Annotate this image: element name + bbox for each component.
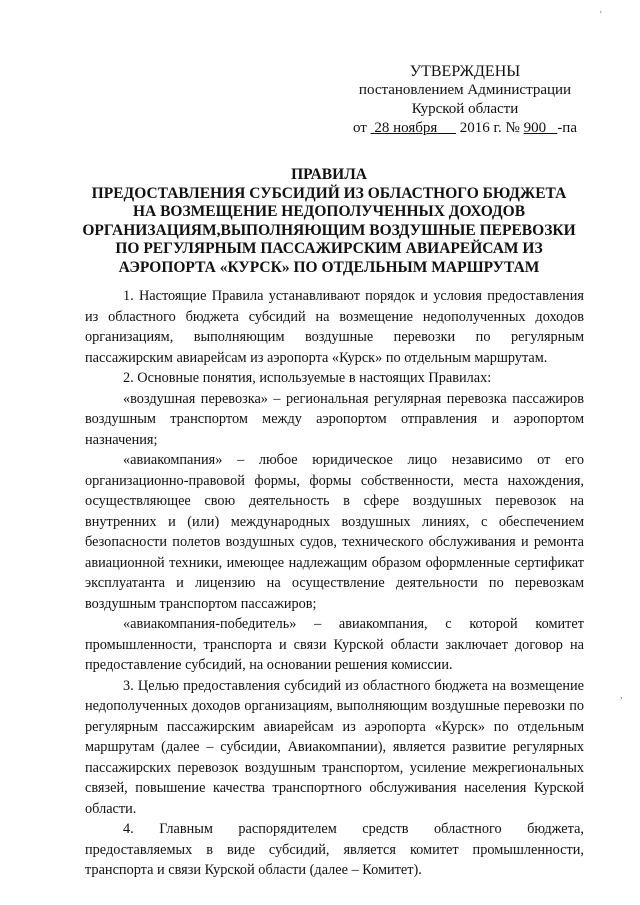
date-day-month: 28 ноября: [374, 120, 438, 136]
definition-airline: «авиакомпания» – любое юридическое лицо независимо от его организационно-правовой формы, формы собственности, места нахождения, осуществляющее свою деятельность в сфере воздушных перевозок на внутренних и (или) международных воздушных линиях, с обеспечением безопасности полетов воздушных судов, технического обслуживания и ремонта авиационной техники, имеющее надлежащим образом оформленные сертификат эксплуатанта и лицензию на осуществление деятельности по перевозкам воздушным транспортом пассажиров;: [85, 452, 584, 612]
definition-air-transport: «воздушная перевозка» – региональная регулярная перевозка пассажиров воздушным транспортом между аэропортом отправления и аэропортом назначения;: [85, 390, 584, 448]
date-year: 2016 г. №: [459, 120, 520, 136]
title-line: ПО РЕГУЛЯРНЫМ ПАССАЖИРСКИМ АВИАРЕЙСАМ ИЗ: [115, 240, 543, 257]
title-line: ПРЕДОСТАВЛЕНИЯ СУБСИДИЙ ИЗ ОБЛАСТНОГО БЮДЖЕТА: [91, 184, 567, 202]
approval-heading: УТВЕРЖДЕНЫ: [409, 63, 521, 80]
document-suffix: -па: [557, 120, 577, 136]
paragraph-4: 4. Главным распорядителем средств областного бюджета, предоставляемых в виде субсидий, является комитет промышленности, транспорта и связи Курской области (далее – Комитет).: [85, 821, 584, 878]
scan-mark: ,: [620, 690, 623, 701]
title-line: ПРАВИЛА: [291, 166, 367, 183]
document-body: [85, 286, 584, 881]
approval-date-line: [345, 119, 585, 138]
definition-winning-airline: «авиакомпания-победитель» – авиакомпания, с которой комитет промышленности, транспорта и связи Курской области заключает договор на предоставление субсидий, на основании решения комиссии.: [85, 616, 584, 673]
paragraph-3: 3. Целью предоставления субсидий из областного бюджета на возмещение недополученных доходов организациям, выполняющим воздушные перевозки по регулярным пассажирским авиарейсам из аэропорта «Курск» по отдельным маршрутам (далее – субсидии, Авиакомпании), является развитие регулярных пассажирских перевозок воздушным транспортом, усиление межрегиональных связей, повышение качества транспортного обслуживания населения Курской области.: [85, 677, 584, 817]
title-line: ОРГАНИЗАЦИЯМ,ВЫПОЛНЯЮЩИМ ВОЗДУШНЫЕ ПЕРЕВОЗКИ: [82, 221, 576, 239]
paragraph-2: 2. Основные понятия, используемые в настоящих Правилах:: [123, 370, 492, 386]
approval-line-1: постановлением Администрации: [358, 82, 572, 98]
document-title: [74, 166, 584, 277]
title-line: НА ВОЗМЕЩЕНИЕ НЕДОПОЛУЧЕННЫХ ДОХОДОВ: [132, 203, 526, 220]
date-prefix: от: [352, 120, 367, 136]
approval-block: [345, 62, 585, 138]
scan-mark: ': [600, 10, 602, 21]
title-line: АЭРОПОРТА «КУРСК» ПО ОТДЕЛЬНЫМ МАРШРУТАМ: [118, 258, 540, 276]
approval-line-2: Курской области: [411, 101, 519, 117]
paragraph-1: 1. Настоящие Правила устанавливают порядок и условия предоставления из областного бюджета субсидий на возмещение недополученных доходов организациям, выполняющим воздушные перевозки по регулярным пассажирским авиарейсам из аэропорта «Курск» по отдельным маршрутам.: [85, 288, 584, 366]
document-number: 900: [523, 120, 547, 136]
